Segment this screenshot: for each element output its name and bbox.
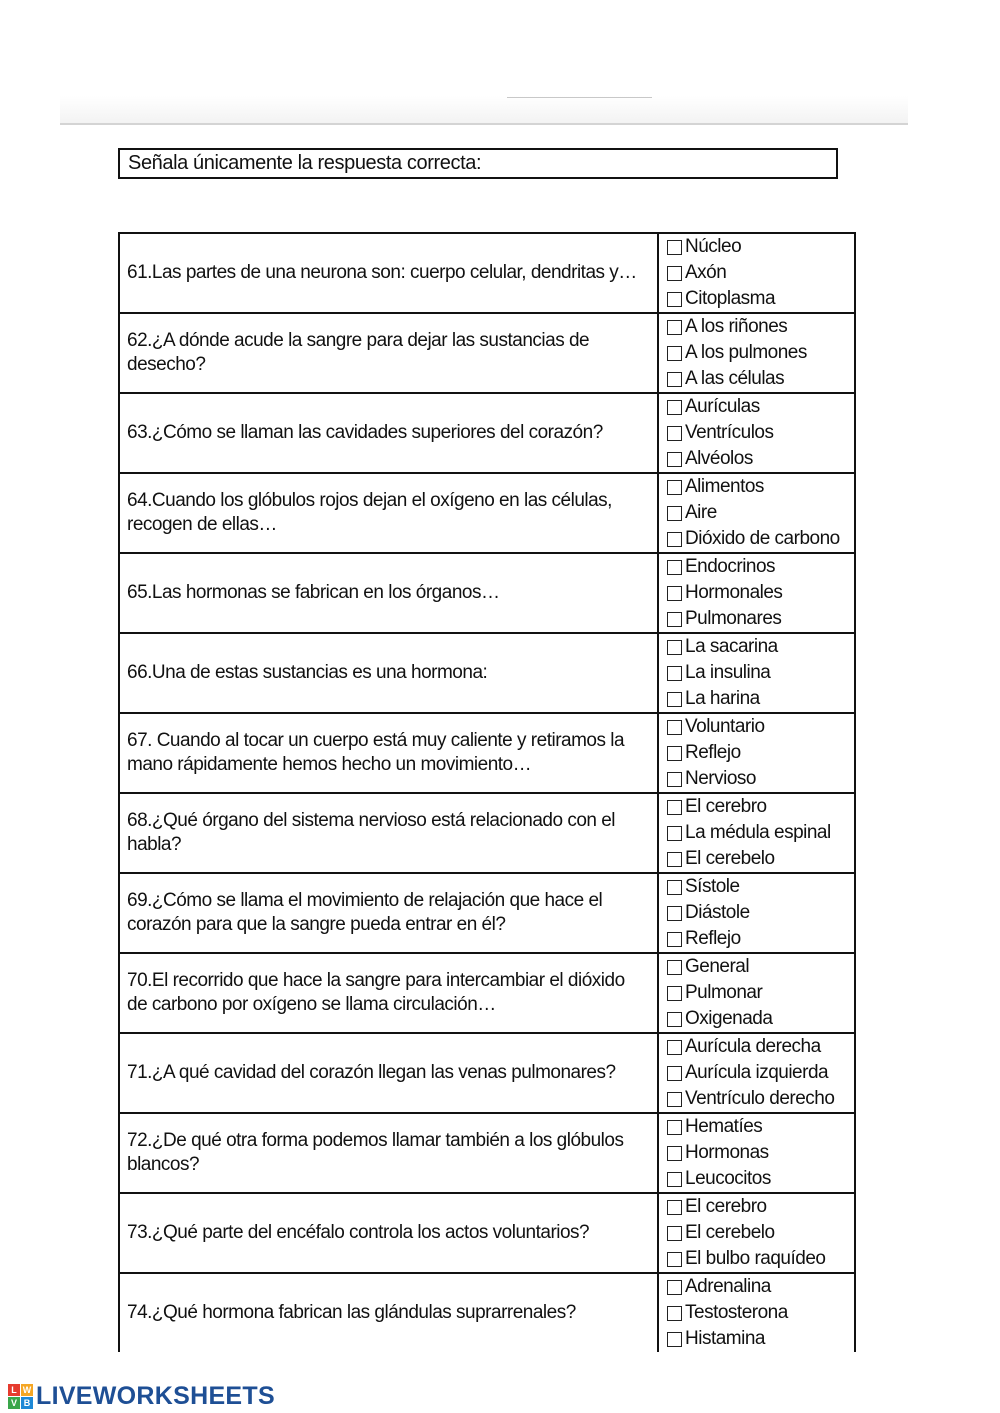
answer-options [658, 313, 855, 393]
answer-option[interactable] [659, 500, 854, 526]
logo-mark-icon [8, 1384, 33, 1409]
option-label: Endocrinos [685, 556, 776, 577]
option-label: Ventrículos [685, 422, 774, 443]
question-row [119, 313, 855, 393]
checkbox[interactable] [667, 612, 682, 627]
option-label: Diástole [685, 902, 750, 923]
question-text: 73.¿Qué parte del encéfalo controla los actos voluntarios? [119, 1193, 658, 1273]
answer-options [658, 953, 855, 1033]
checkbox[interactable] [667, 240, 682, 255]
checkbox[interactable] [667, 772, 682, 787]
checkbox[interactable] [667, 1200, 682, 1215]
question-text: 65.Las hormonas se fabrican en los órganos… [119, 553, 658, 633]
answer-option[interactable] [659, 394, 854, 420]
checkbox[interactable] [667, 1040, 682, 1055]
option-label: La insulina [685, 662, 771, 683]
answer-option[interactable] [659, 286, 854, 312]
option-label: Oxigenada [685, 1008, 773, 1029]
option-label: Núcleo [685, 236, 742, 257]
question-text: 68.¿Qué órgano del sistema nervioso está relacionado con el habla? [119, 793, 658, 873]
checkbox[interactable] [667, 1306, 682, 1321]
option-label: A las células [685, 368, 785, 389]
logo-letter: L [8, 1384, 20, 1396]
question-text: 61.Las partes de una neurona son: cuerpo celular, dendritas y… [119, 233, 658, 313]
option-label: Axón [685, 262, 727, 283]
option-label: Sístole [685, 876, 740, 897]
checkbox[interactable] [667, 1332, 682, 1347]
answer-option[interactable] [659, 234, 854, 260]
question-text: 72.¿De qué otra forma podemos llamar también a los glóbulos blancos? [119, 1113, 658, 1193]
option-label: Histamina [685, 1328, 765, 1349]
question-row [119, 1113, 855, 1193]
answer-option[interactable] [659, 1194, 854, 1220]
answer-option[interactable] [659, 794, 854, 820]
checkbox[interactable] [667, 640, 682, 655]
option-label: Pulmonares [685, 608, 782, 629]
option-label: Dióxido de carbono [685, 528, 840, 549]
page-top-mark [507, 97, 652, 98]
option-label: Aurícula derecha [685, 1036, 821, 1057]
logo-letter: V [8, 1397, 20, 1409]
option-label: Adrenalina [685, 1276, 771, 1297]
answer-options [658, 793, 855, 873]
quiz-table [118, 232, 856, 1352]
answer-option[interactable] [659, 1220, 854, 1246]
question-row [119, 393, 855, 473]
question-row [119, 553, 855, 633]
answer-option[interactable] [659, 766, 854, 792]
option-label: Hormonas [685, 1142, 769, 1163]
answer-option[interactable] [659, 634, 854, 660]
answer-option[interactable] [659, 1140, 854, 1166]
answer-option[interactable] [659, 1326, 854, 1352]
answer-option[interactable] [659, 1274, 854, 1300]
answer-option[interactable] [659, 1086, 854, 1112]
answer-option[interactable] [659, 340, 854, 366]
question-text: 64.Cuando los glóbulos rojos dejan el oxígeno en las células, recogen de ellas… [119, 473, 658, 553]
checkbox[interactable] [667, 692, 682, 707]
option-label: A los pulmones [685, 342, 807, 363]
checkbox[interactable] [667, 1172, 682, 1187]
option-label: Aire [685, 502, 717, 523]
checkbox[interactable] [667, 532, 682, 547]
checkbox[interactable] [667, 986, 682, 1001]
question-row [119, 473, 855, 553]
checkbox[interactable] [667, 746, 682, 761]
answer-option[interactable] [659, 820, 854, 846]
checkbox[interactable] [667, 1146, 682, 1161]
answer-option[interactable] [659, 606, 854, 632]
answer-option[interactable] [659, 474, 854, 500]
question-row [119, 713, 855, 793]
option-label: La médula espinal [685, 822, 831, 843]
page-divider [60, 123, 908, 125]
checkbox[interactable] [667, 1226, 682, 1241]
option-label: Citoplasma [685, 288, 776, 309]
answer-option[interactable] [659, 926, 854, 952]
answer-options [658, 393, 855, 473]
answer-option[interactable] [659, 714, 854, 740]
instruction-box: Señala únicamente la respuesta correcta: [118, 148, 838, 179]
option-label: La sacarina [685, 636, 778, 657]
answer-option[interactable] [659, 740, 854, 766]
answer-option[interactable] [659, 260, 854, 286]
answer-option[interactable] [659, 1034, 854, 1060]
answer-options [658, 1113, 855, 1193]
question-text: 66.Una de estas sustancias es una hormona: [119, 633, 658, 713]
answer-option[interactable] [659, 980, 854, 1006]
checkbox[interactable] [667, 666, 682, 681]
checkbox[interactable] [667, 800, 682, 815]
checkbox[interactable] [667, 426, 682, 441]
answer-option[interactable] [659, 660, 854, 686]
checkbox[interactable] [667, 320, 682, 335]
checkbox[interactable] [667, 880, 682, 895]
answer-option[interactable] [659, 874, 854, 900]
logo-letter: B [21, 1397, 33, 1409]
checkbox[interactable] [667, 852, 682, 867]
logo-text: LIVEWORKSHEETS [36, 1381, 275, 1410]
answer-option[interactable] [659, 420, 854, 446]
option-label: El cerebro [685, 796, 767, 817]
option-label: El cerebelo [685, 1222, 775, 1243]
checkbox[interactable] [667, 1120, 682, 1135]
option-label: Pulmonar [685, 982, 763, 1003]
option-label: Aurícula izquierda [685, 1062, 829, 1083]
option-label: Nervioso [685, 768, 756, 789]
checkbox[interactable] [667, 826, 682, 841]
option-label: A los riñones [685, 316, 788, 337]
answer-option[interactable] [659, 686, 854, 712]
option-label: Aurículas [685, 396, 760, 417]
option-label: La harina [685, 688, 760, 709]
option-label: Alvéolos [685, 448, 753, 469]
checkbox[interactable] [667, 1012, 682, 1027]
answer-options [658, 473, 855, 553]
checkbox[interactable] [667, 452, 682, 467]
checkbox[interactable] [667, 1252, 682, 1267]
checkbox[interactable] [667, 1280, 682, 1295]
option-label: El cerebro [685, 1196, 767, 1217]
checkbox[interactable] [667, 400, 682, 415]
option-label: Alimentos [685, 476, 764, 497]
answer-option[interactable] [659, 554, 854, 580]
logo-letter: W [22, 1384, 32, 1395]
checkbox[interactable] [667, 960, 682, 975]
question-text: 71.¿A qué cavidad del corazón llegan las venas pulmonares? [119, 1033, 658, 1113]
answer-option[interactable] [659, 1114, 854, 1140]
answer-option[interactable] [659, 580, 854, 606]
option-label: Hormonales [685, 582, 783, 603]
answer-option[interactable] [659, 446, 854, 472]
answer-option[interactable] [659, 1246, 854, 1272]
checkbox[interactable] [667, 292, 682, 307]
checkbox[interactable] [667, 266, 682, 281]
option-label: Leucocitos [685, 1168, 771, 1189]
answer-options [658, 1273, 855, 1352]
answer-option[interactable] [659, 314, 854, 340]
checkbox[interactable] [667, 932, 682, 947]
question-text: 74.¿Qué hormona fabrican las glándulas suprarrenales? [119, 1273, 658, 1352]
answer-option[interactable] [659, 1166, 854, 1192]
question-text: 70.El recorrido que hace la sangre para intercambiar el dióxido de carbono por oxígeno se llama circulación… [119, 953, 658, 1033]
option-label: El cerebelo [685, 848, 775, 869]
question-row [119, 633, 855, 713]
answer-options [658, 1033, 855, 1113]
question-row [119, 953, 855, 1033]
question-row [119, 1193, 855, 1273]
checkbox[interactable] [667, 906, 682, 921]
question-row [119, 233, 855, 313]
answer-option[interactable] [659, 846, 854, 872]
question-row [119, 873, 855, 953]
option-label: Reflejo [685, 742, 741, 763]
option-label: El bulbo raquídeo [685, 1248, 826, 1269]
answer-option[interactable] [659, 366, 854, 392]
option-label: General [685, 956, 750, 977]
checkbox[interactable] [667, 480, 682, 495]
question-row [119, 793, 855, 873]
option-label: Ventrículo derecho [685, 1088, 835, 1109]
checkbox[interactable] [667, 1066, 682, 1081]
checkbox[interactable] [667, 1092, 682, 1107]
answer-options [658, 1193, 855, 1273]
checkbox[interactable] [667, 586, 682, 601]
answer-option[interactable] [659, 1060, 854, 1086]
checkbox[interactable] [667, 372, 682, 387]
answer-option[interactable] [659, 900, 854, 926]
question-text: 62.¿A dónde acude la sangre para dejar las sustancias de desecho? [119, 313, 658, 393]
checkbox[interactable] [667, 346, 682, 361]
question-row [119, 1033, 855, 1113]
option-label: Reflejo [685, 928, 741, 949]
answer-option[interactable] [659, 1006, 854, 1032]
option-label: Hematíes [685, 1116, 763, 1137]
option-label: Voluntario [685, 716, 765, 737]
answer-option[interactable] [659, 954, 854, 980]
question-text: 69.¿Cómo se llama el movimiento de relajación que hace el corazón para que la sangre pueda entrar en él? [119, 873, 658, 953]
question-text: 67. Cuando al tocar un cuerpo está muy caliente y retiramos la mano rápidamente hemos hecho un movimiento… [119, 713, 658, 793]
liveworksheets-logo[interactable] [8, 1382, 275, 1410]
page-top-shade [60, 96, 908, 123]
answer-options [658, 553, 855, 633]
answer-options [658, 233, 855, 313]
checkbox[interactable] [667, 720, 682, 735]
option-label: Testosterona [685, 1302, 788, 1323]
checkbox[interactable] [667, 506, 682, 521]
checkbox[interactable] [667, 560, 682, 575]
answer-option[interactable] [659, 526, 854, 552]
question-text: 63.¿Cómo se llaman las cavidades superiores del corazón? [119, 393, 658, 473]
answer-options [658, 873, 855, 953]
answer-options [658, 713, 855, 793]
answer-options [658, 633, 855, 713]
question-row [119, 1273, 855, 1352]
answer-option[interactable] [659, 1300, 854, 1326]
